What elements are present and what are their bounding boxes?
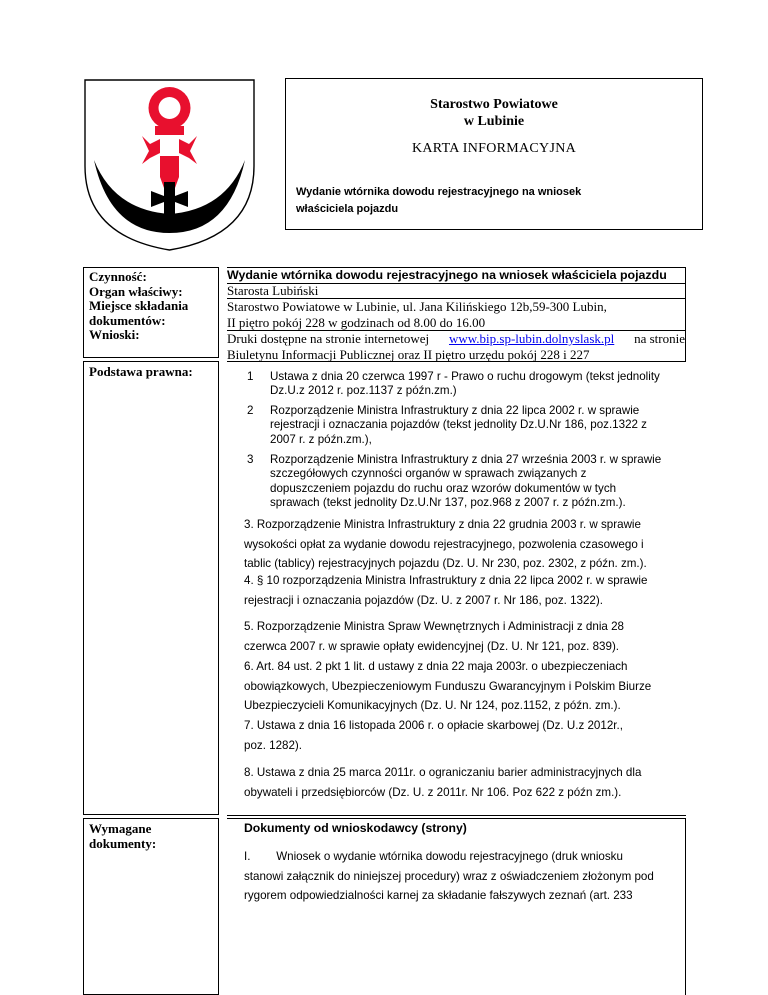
forms-line-2: Biuletynu Informacji Publicznej oraz II piętro urzędu pokój 228 i 227 xyxy=(227,347,590,362)
legal-line: rejestracji i oznaczania pojazdów (tekst jednolity Dz.U.Nr 186, poz.1322 z xyxy=(270,418,647,432)
label-forms: Wnioski: xyxy=(89,327,140,343)
legal-line: dopuszczeniem pojazdu do ruchu oraz wzorów dokumentów w tych xyxy=(270,481,617,495)
legal-line: obowiązkowych, Ubezpieczeniowym Funduszu Gwarancyjnym i Polskim Biurze xyxy=(244,679,652,693)
documents-line: I. Wniosek o wydanie wtórnika dowodu rejestracyjnego (druk wniosku xyxy=(244,850,623,863)
label-box-required-documents xyxy=(83,818,219,995)
legal-item-number: 3 xyxy=(247,453,254,466)
basic-info xyxy=(227,267,685,363)
place-line-2: II piętro pokój 228 w godzinach od 8.00 do 16.00 xyxy=(227,315,486,330)
legal-line: 5. Rozporządzenie Ministra Spraw Wewnętrznych i Administracji z dnia 28 xyxy=(244,620,624,633)
subject-line-1: Wydanie wtórnika dowodu rejestracyjnego na wniosek xyxy=(296,186,582,198)
rule-after-legal xyxy=(227,815,686,816)
legal-paragraph-4 xyxy=(244,571,674,610)
rule-right-top xyxy=(685,267,686,362)
legal-paragraph-6 xyxy=(244,657,674,716)
rule-right-bottom xyxy=(685,818,686,995)
legal-line: wysokości opłat za wydanie dowodu rejestracyjnego, pozwolenia czasowego i xyxy=(244,537,644,551)
place-line-1: Starostwo Powiatowe w Lubinie, ul. Jana Kilińskiego 12b,59-300 Lubin, xyxy=(227,299,607,314)
legal-paragraph-8 xyxy=(244,763,674,802)
label-activity: Czynność: xyxy=(89,269,147,284)
office-line-2: w Lubinie xyxy=(463,114,525,129)
documents-line: rygorem odpowiedzialności karnej za składanie fałszywych zeznań (art. 233 xyxy=(244,889,633,902)
label-authority: Organ właściwy: xyxy=(89,283,183,299)
legal-line: 3. Rozporządzenie Ministra Infrastruktury z dnia 22 grudnia 2003 r. w sprawie xyxy=(244,518,641,531)
forms-line-1 xyxy=(227,331,685,347)
legal-item-text xyxy=(270,404,677,447)
legal-line: rejestracji i oznaczania pojazdów (Dz. U. z 2007 r. Nr 186, poz. 1322). xyxy=(244,593,603,607)
card-subject xyxy=(296,184,616,218)
legal-paragraph-3 xyxy=(244,515,674,574)
label-legal-basis: Podstawa prawna: xyxy=(89,364,193,379)
legal-item-text xyxy=(270,370,677,399)
legal-line: Dz.U.z 2012 r. poz.1137 z późn.zm.) xyxy=(270,384,457,398)
card-title: KARTA INFORMACYJNA xyxy=(411,141,577,156)
bip-website-link[interactable]: www.bip.sp-lubin.dolnyslask.pl xyxy=(448,331,615,346)
office-name xyxy=(286,96,702,130)
legal-line: czerwca 2007 r. w sprawie opłaty ewidencyjnej (Dz. U. Nr 121, poz. 839). xyxy=(244,639,620,653)
legal-line: 8. Ustawa z dnia 25 marca 2011r. o ograniczaniu barier administracyjnych dla xyxy=(244,766,642,779)
legal-line: Rozporządzenie Ministra Infrastruktury z dnia 27 września 2003 r. w sprawie xyxy=(270,453,662,466)
legal-line: Ubezpieczycieli Komunikacyjnych (Dz. U. Nr 124, poz.1152, z późn. zm.). xyxy=(244,699,621,712)
documents-item-1 xyxy=(244,847,674,906)
legal-line: 2007 r. z późn.zm.), xyxy=(270,432,372,446)
legal-line: tablic (tablicy) rejestracyjnych pojazdu (Dz. U. Nr 230, poz. 2302, z późn. zm.). xyxy=(244,557,647,570)
legal-item-number: 2 xyxy=(247,404,254,417)
legal-line: Ustawa z dnia 20 czerwca 1997 r - Prawo o ruchu drogowym (tekst jednolity xyxy=(270,370,660,383)
office-line-1: Starostwo Powiatowe xyxy=(430,97,558,112)
legal-basis-list xyxy=(227,361,685,815)
legal-line: 6. Art. 84 ust. 2 pkt 1 lit. d ustawy z dnia 22 maja 2003r. o ubezpieczeniach xyxy=(244,660,628,673)
label-required-line-1: Wymagane xyxy=(89,821,152,836)
label-box-basic-info xyxy=(83,267,219,358)
label-place-line-2: dokumentów: xyxy=(89,312,166,328)
legal-line: 4. § 10 rozporządzenia Ministra Infrastruktury z dnia 22 lipca 2002 r. w sprawie xyxy=(244,574,648,587)
activity-value: Wydanie wtórnika dowodu rejestracyjnego na wniosek właściciela pojazdu xyxy=(227,268,667,282)
forms-text-after: na stronie xyxy=(634,331,685,346)
documents-heading: Dokumenty od wnioskodawcy (strony) xyxy=(244,821,467,835)
rule-documents-top xyxy=(227,818,686,819)
forms-text-before: Druki dostępne na stronie internetowej xyxy=(227,331,430,346)
legal-line: 7. Ustawa z dnia 16 listopada 2006 r. o opłacie skarbowej (Dz. U.z 2012r., xyxy=(244,719,623,732)
label-place-line-1: Miejsce składania xyxy=(89,298,189,314)
header-box xyxy=(285,78,703,230)
legal-item-number: 1 xyxy=(247,370,254,383)
subject-line-2: właściciela pojazdu xyxy=(296,203,399,215)
authority-value: Starosta Lubiński xyxy=(227,283,319,298)
legal-line: poz. 1282). xyxy=(244,738,303,752)
legal-line: obywateli i przedsiębiorców (Dz. U. z 2011r. Nr 106. Poz 622 z późn zm.). xyxy=(244,785,622,799)
legal-paragraph-5 xyxy=(244,617,674,656)
legal-paragraph-7 xyxy=(244,716,674,755)
legal-item-text xyxy=(270,453,677,511)
coat-of-arms-emblem xyxy=(82,78,257,253)
documents-line: stanowi załącznik do niniejszej procedury) wraz z oświadczeniem złożonym pod xyxy=(244,869,654,883)
label-box-legal-basis xyxy=(83,361,219,815)
legal-line: szczegółowych czynności organów w sprawach związanych z xyxy=(270,467,587,481)
legal-line: sprawach (tekst jednolity Dz.U.Nr 137, poz.968 z 2007 r. z późn.zm.). xyxy=(270,496,626,510)
legal-line: Rozporządzenie Ministra Infrastruktury z dnia 22 lipca 2002 r. w sprawie xyxy=(270,404,640,417)
label-required-line-2: dokumenty: xyxy=(89,835,157,851)
